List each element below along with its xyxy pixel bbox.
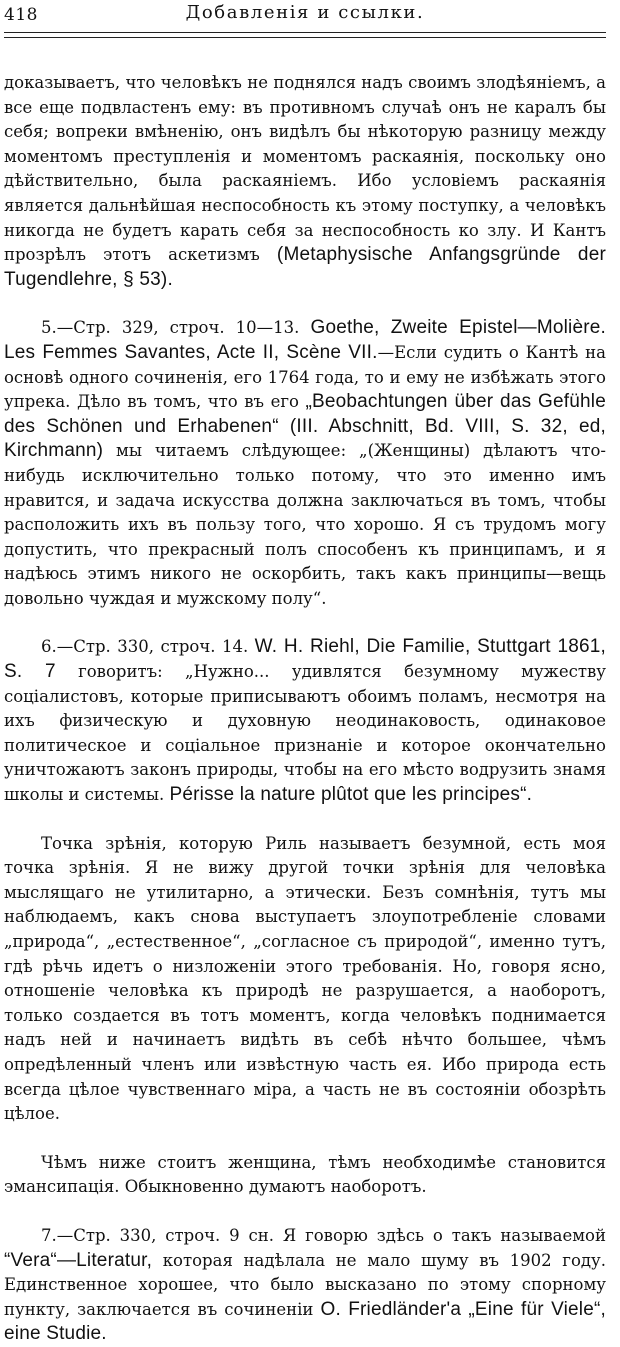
page-number: 418 <box>4 5 38 25</box>
note-6-commentary <box>4 832 606 1127</box>
running-title: Добавленія и ссылки. <box>185 2 425 23</box>
text-run: Чѣмъ ниже стоитъ женщина, тѣмъ необходимѣе становится эмансипація. Обыкновенно думаютъ наоборотъ. <box>4 1152 606 1197</box>
text-run: доказываетъ, что человѣкъ не поднялся надъ своимъ злодѣяніемъ, а все еще подвластенъ ему: въ противномъ случаѣ онъ не каралъ бы себя; вопреки вмѣненію, онъ видѣлъ бы нѣкоторую разницу между моментомъ преступленія и моментомъ раскаянія, поскольку оно дѣйствительно, была раскаяніемъ. Ибо условіемъ раскаянія является дальнѣйшая неспособность къ этому поступку, а человѣкъ никогда не будетъ карать себя за неспособность ко злу. И Кантъ прозрѣлъ этотъ аскетизмъ <box>4 73 606 265</box>
text-run: говоритъ: „Нужно... удивлятся безумному мужеству соціалистовъ, которые приписываютъ обоимъ поламъ, несмотря на ихъ физическую и духовную неодинаковость, одинаковое политическое и соціальное признаніе и которое окончательно уничтожаютъ законъ природы, чтобы на его мѣсто водрузить знамя школы и системы. <box>4 662 606 805</box>
note-reference: 7.—Стр. 330, строч. 9 сн. Я говорю здѣсь о такъ называемой <box>41 1225 606 1245</box>
text-run: Точка зрѣнія, которую Риль называетъ безумной, есть моя точка зрѣнія. Я не вижу другой точки зрѣнія для человѣка мыслящаго не утилитарно, а этически. Безъ сомнѣнія, тутъ мы наблюдаемъ, какъ снова выступаетъ злоупотребленіе словами „природа“, „естественное“, „согласное съ природой“, именно тутъ, гдѣ рѣчь идетъ о низложеніи этого требованія. Но, говоря ясно, отношеніе человѣка къ природѣ не разрушается, а наоборотъ, только создается въ тотъ моментъ, когда человѣкъ поднимается надъ ней и начинаетъ видѣть въ себѣ нѣчто большее, чѣмъ опредѣленный членъ или извѣстную часть ея. Ибо природа есть всегда цѣлое чувственнаго міра, а часть не въ состояніи обозрѣть цѣлое. <box>4 833 606 1124</box>
paragraph-gap <box>4 611 606 635</box>
paragraph-continuation <box>4 71 606 292</box>
latin-citation: “Vera“—Literatur, <box>4 1249 153 1271</box>
paragraph-gap <box>4 1200 606 1224</box>
note-6 <box>4 635 606 807</box>
paragraph-gap <box>4 1127 606 1151</box>
latin-citation: Goethe, Zweite Epistel—Molière. Les Femmes Savantes, Acte II, Scène VII. <box>4 317 606 363</box>
text-run: мы читаемъ слѣдующее: „(Женщины) дѣлаютъ что-нибудь исключительно только потому, что это именно имъ нравится, и задача искусства должна заключаться въ томъ, чтобы расположить ихъ въ пользу того, что хорошо. Я съ трудомъ могу допустить, что прекрасный полъ способенъ къ принципамъ, и я надѣюсь этимъ никого не оскорбить, такъ какъ принципы—вещь довольно чуждая и мужскому полу“. <box>4 441 606 608</box>
paragraph-gap <box>4 292 606 316</box>
latin-citation: (Metaphysische Anfangsgründe der Tugendlehre, § 53). <box>4 244 606 290</box>
header-double-rule <box>4 32 606 38</box>
page-body <box>4 71 606 1347</box>
text-run: —Если судить о Кантѣ на основѣ одного сочиненія, его 1764 года, то и ему не избѣжать этого упрека. Дѣло въ томъ, что въ его <box>4 342 606 412</box>
latin-citation: W. H. Riehl, Die Familie, Stuttgart 1861, S. 7 <box>4 636 606 683</box>
latin-citation: „Beobachtungen über das Gefühle des Schönen und Erhabenen“ (III. Abschnitt, Bd. VIII, S. 32, ed, Kirchmann) <box>4 391 606 462</box>
latin-citation: O. Friedländer'a „Eine für Viele“, eine Studie. <box>4 1298 607 1345</box>
page-header <box>4 0 606 26</box>
paragraph-gap <box>4 808 606 832</box>
note-6-conclusion <box>4 1151 606 1200</box>
note-5 <box>4 316 606 611</box>
note-reference: 5.—Стр. 329, строч. 10—13. <box>41 318 311 338</box>
note-reference: 6.—Стр. 330, строч. 14. <box>41 637 255 657</box>
latin-citation: Périsse la nature plûtot que les principes“. <box>169 784 533 806</box>
text-run: которая надѣлала не мало шуму въ 1902 году. Единственное хорошее, что было высказано по этому спорному пункту, заключается въ сочиненіи <box>4 1250 606 1319</box>
note-7 <box>4 1224 606 1347</box>
